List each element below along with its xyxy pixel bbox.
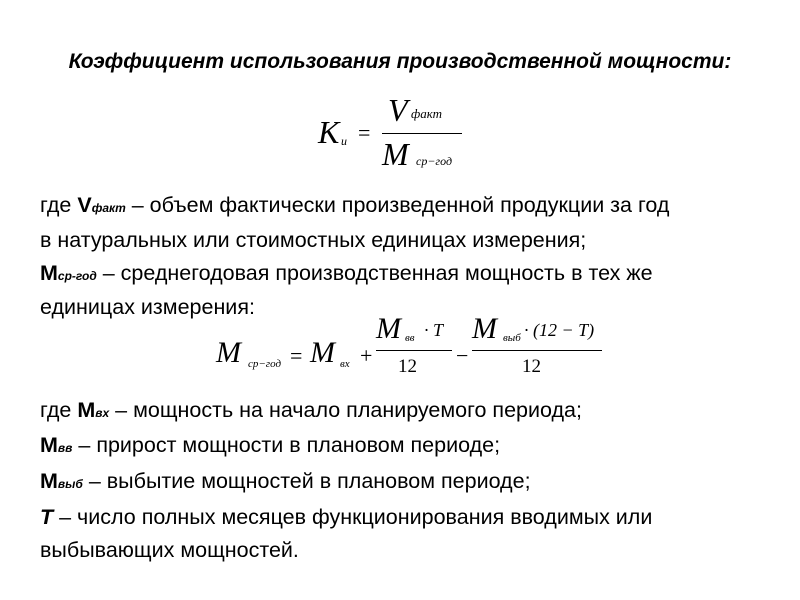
definition-line-5 <box>40 398 582 423</box>
definition-text: – число полных месяцев функционирования вводимых или <box>53 505 653 529</box>
formula1-numerator: V <box>388 92 408 128</box>
formula1-lhs: K <box>318 114 340 150</box>
symbol-m-in-subscript: вх <box>95 406 110 420</box>
symbol-m: M <box>40 261 58 285</box>
formula2-term-m-in-subscript: вх <box>340 358 350 370</box>
definition-line-9: выбывающих мощностей. <box>40 538 299 562</box>
formula2-frac2-denominator: 12 <box>522 356 541 377</box>
formula1-numerator-subscript: факт <box>411 106 443 121</box>
definition-text: – мощность на начало планируемого периода; <box>109 398 582 422</box>
symbol-m-added-subscript: вв <box>57 441 73 455</box>
definition-text: – среднегодовая производственная мощность в тех же <box>96 261 653 285</box>
formula1-lhs-subscript: и <box>341 134 347 148</box>
formula-capacity-utilization <box>318 92 478 172</box>
formula1-equals: = <box>358 120 371 145</box>
symbol-m-retired: M <box>40 469 58 493</box>
formula2-frac1-denominator: 12 <box>398 356 417 377</box>
definition-line-8 <box>40 505 652 530</box>
definition-line-2: в натуральных или стоимостных единицах измерения; <box>40 228 587 252</box>
where-word: где <box>40 398 78 422</box>
symbol-m-retired-subscript: выб <box>57 477 83 491</box>
formula2-frac1-m: M <box>376 312 401 345</box>
formula1-denominator-subscript: ср−год <box>416 154 453 168</box>
formula2-term-m-in: M <box>310 336 335 369</box>
formula2-minus: − <box>456 343 469 368</box>
formula2-plus: + <box>360 343 373 368</box>
definition-line-1 <box>40 193 669 218</box>
formula2-frac2-m-subscript: выб <box>503 332 521 344</box>
definition-line-3 <box>40 261 653 286</box>
formula2-frac2-rest: · (12 − T) <box>524 320 595 340</box>
where-word: где <box>40 193 78 217</box>
symbol-m-added: M <box>40 433 58 457</box>
formula1-fraction-bar <box>382 133 462 134</box>
formula1-denominator: M <box>382 136 409 172</box>
symbol-m-subscript: ср-год <box>57 269 97 283</box>
symbol-v-subscript: факт <box>91 201 126 215</box>
formula2-frac2-bar <box>472 350 602 351</box>
symbol-v: V <box>77 193 92 217</box>
definition-text: – объем фактически произведенной продукции за год <box>125 193 670 217</box>
definition-text: – прирост мощности в плановом периоде; <box>72 433 501 457</box>
formula2-frac1-m-subscript: вв <box>405 332 415 344</box>
formula2-equals: = <box>290 343 303 368</box>
definition-line-4: единицах измерения: <box>40 295 255 319</box>
formula2-frac2-m: M <box>472 312 497 345</box>
formula2-lhs: M <box>216 336 241 369</box>
definition-text: – выбытие мощностей в плановом периоде; <box>82 469 531 493</box>
formula2-frac1-rest: · T <box>424 320 444 340</box>
slide-title: Коэффициент использования производственной мощности: <box>68 50 732 73</box>
definition-line-6 <box>40 433 500 458</box>
formula2-lhs-subscript: ср−год <box>248 358 282 370</box>
definition-line-7 <box>40 469 531 494</box>
symbol-m-in: M <box>77 398 96 422</box>
formula-average-annual-capacity <box>216 312 616 386</box>
formula2-frac1-bar <box>376 350 452 351</box>
symbol-t: T <box>40 505 54 529</box>
